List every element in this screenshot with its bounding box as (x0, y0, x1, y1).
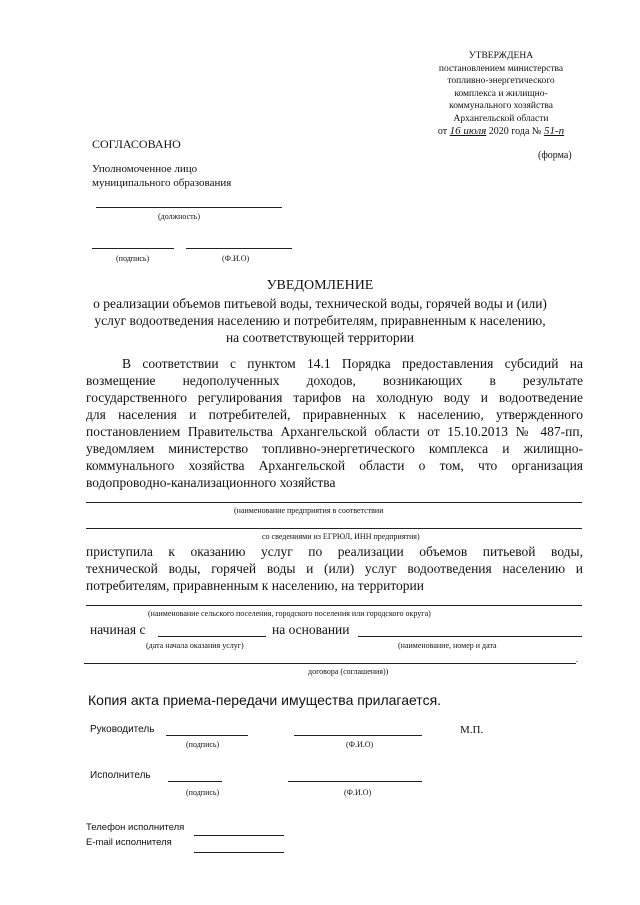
body-paragraph-line: возмещение недополученных доходов, возникающих в результате (86, 373, 583, 388)
head-name-line (294, 735, 422, 736)
agreed-name-line (186, 248, 292, 249)
authorized-person-label: Уполномоченное лицо (92, 163, 198, 175)
basis-caption: (наименование, номер и дата (398, 641, 497, 650)
basis-label: на основании (272, 622, 350, 637)
territory-line (86, 605, 582, 606)
body-paragraph-line: для населения и потребителей, приравненных к населению, утвержденного (86, 407, 583, 422)
position-line (96, 207, 282, 208)
approval-line: коммунального хозяйства (449, 101, 553, 111)
document-subtitle-line1: о реализации объемов питьевой воды, технической воды, горячей воды и (или) (93, 296, 547, 311)
approval-date-prefix: от (437, 126, 448, 137)
document-subtitle-line2: услуг водоотведения населению и потребителям, приравненным к населению, (94, 313, 546, 328)
egrul-caption: со сведениями из ЕГРЮЛ, ИНН предприятия) (262, 532, 420, 541)
body-paragraph-line: В соответствии с пунктом 14.1 Порядка предоставления субсидий на (122, 356, 583, 371)
phone-line (194, 835, 284, 836)
document-subtitle-line3: на соответствующей территории (225, 330, 415, 345)
document-title: УВЕДОМЛЕНИЕ (266, 278, 374, 293)
approval-date-handwritten: 16 июля (449, 125, 487, 137)
executor-signature-caption: (подпись) (186, 788, 220, 797)
head-signature-line (166, 735, 248, 736)
enterprise-name-line (86, 502, 582, 503)
email-label: E-mail исполнителя (86, 837, 172, 848)
agreed-signature-line (92, 248, 174, 249)
head-signature-caption: (подпись) (186, 740, 220, 749)
body-paragraph-line: приступила к оказанию услуг по реализации объемов питьевой воды, (86, 544, 583, 559)
head-label: Руководитель (90, 724, 155, 735)
contract-line (84, 663, 576, 664)
head-name-caption: (Ф.И.О) (346, 740, 374, 749)
form-mark: (форма) (538, 150, 572, 161)
agreed-title: СОГЛАСОВАНО (92, 137, 181, 151)
enterprise-caption: (наименование предприятия в соответствии (234, 506, 384, 515)
start-date-caption: (дата начала оказания услуг) (146, 641, 244, 650)
body-paragraph-line: технической воды, горячей воды и (или) услуг водоотведения населению и (86, 561, 583, 576)
municipality-label: муниципального образования (92, 177, 232, 189)
stamp-mark: М.П. (460, 724, 484, 736)
approval-line: постановлением министерства (438, 63, 564, 74)
body-paragraph-line: потребителям, приравненным к населению, на территории (86, 578, 424, 593)
contract-caption: договора (соглашения)) (308, 667, 389, 676)
approval-year: 2020 года (488, 126, 530, 137)
approval-line: комплекса и жилищно- (454, 88, 548, 99)
position-caption: (должность) (158, 212, 200, 221)
attachment-note: Копия акта приема-передачи имущества прилагается. (88, 692, 442, 708)
start-date-line (158, 636, 266, 637)
approval-block (418, 50, 584, 139)
body-paragraph-line: уведомляем министерство топливно-энергетического комплекса и жилищно- (86, 441, 583, 456)
approval-date-line (418, 125, 584, 139)
executor-signature-line (168, 781, 222, 782)
approval-title: УТВЕРЖДЕНА (468, 51, 534, 61)
body-paragraph-line: коммунального хозяйства Архангельской области о том, что организация (86, 458, 583, 473)
agreed-signature-caption: (подпись) (116, 254, 150, 263)
egrul-line (86, 528, 582, 529)
territory-caption: (наименование сельского поселения, городского поселения или городского округа) (148, 609, 431, 618)
executor-name-caption: (Ф.И.О) (344, 788, 372, 797)
executor-label: Исполнитель (90, 770, 151, 781)
contract-line-dot: . (576, 654, 579, 664)
approval-line: Архангельской области (453, 113, 549, 124)
phone-label: Телефон исполнителя (86, 822, 185, 833)
body-paragraph-line: постановлением Правительства Архангельской области от 15.10.2013 № 487-пп, (86, 424, 583, 439)
basis-line (358, 636, 582, 637)
approval-number-prefix: № (531, 126, 542, 137)
agreed-name-caption: (Ф.И.О) (222, 254, 250, 263)
approval-number: 51-п (543, 125, 565, 137)
executor-name-line (288, 781, 422, 782)
email-line (194, 852, 284, 853)
body-paragraph-line: государственного регулирования тарифов на холодную воду и водоотведение (86, 390, 583, 405)
approval-line: топливно-энергетического (447, 76, 555, 86)
body-paragraph-line: водопроводно-канализационного хозяйства (86, 475, 336, 490)
start-date-label: начиная с (90, 622, 146, 637)
